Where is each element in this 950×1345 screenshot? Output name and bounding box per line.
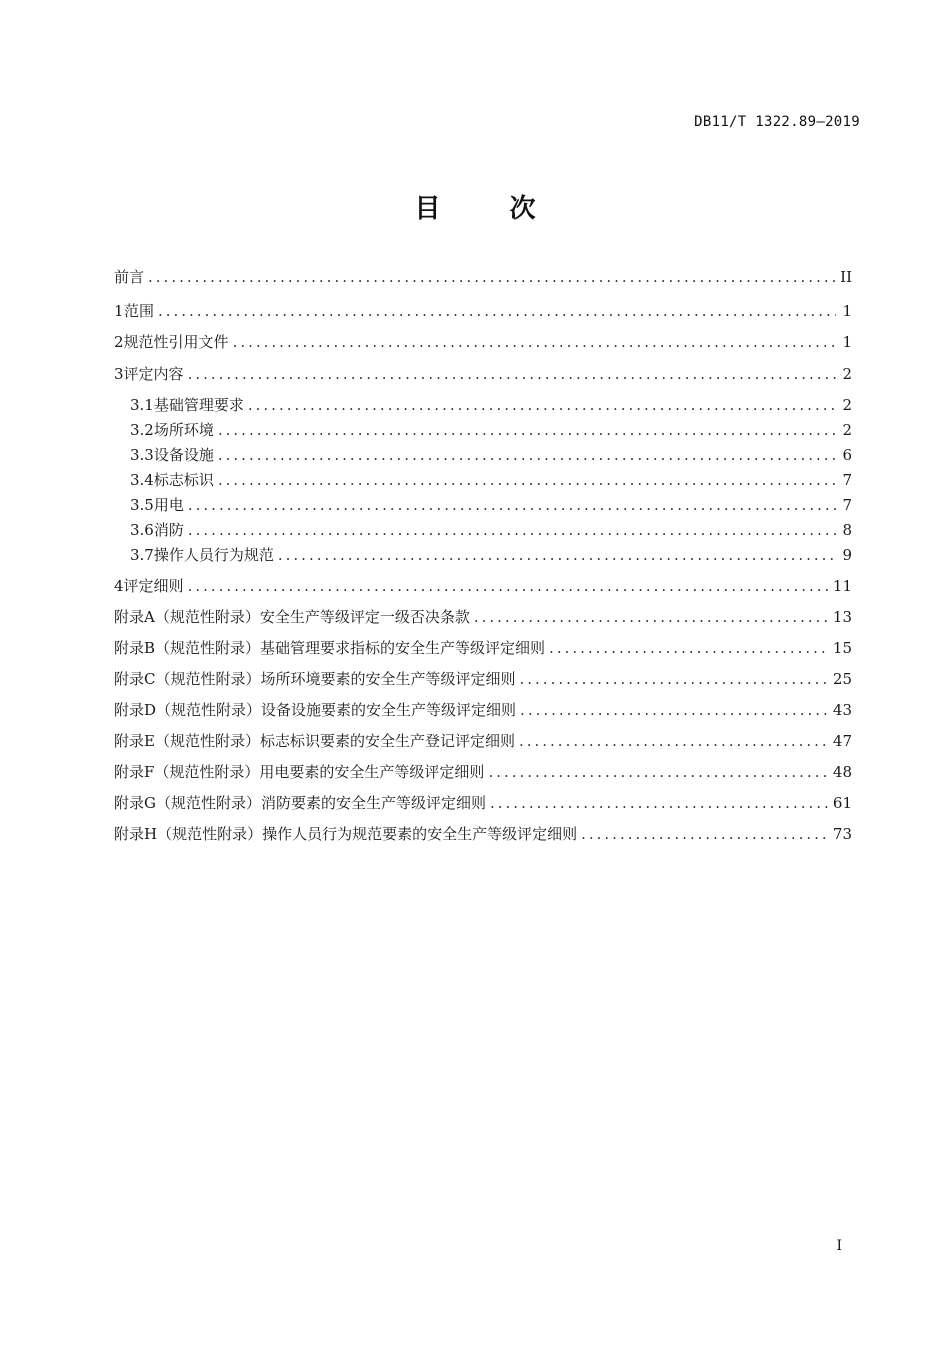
- toc-entry-number: 3.7: [130, 546, 154, 564]
- toc-entry-3-3[interactable]: [130, 444, 852, 466]
- toc-entry-number: 3.1: [130, 396, 154, 414]
- toc-entry-4[interactable]: [114, 575, 852, 597]
- appendix-label: 附录B（规范性附录）: [114, 639, 261, 657]
- toc-entry-page: 61: [832, 794, 852, 812]
- toc-entry-page: 11: [832, 577, 852, 595]
- standard-code: DB11/T 1322.89—2019: [694, 114, 860, 130]
- toc-title: 目 次: [414, 194, 566, 224]
- leader-dots: [188, 575, 829, 597]
- leader-dots: [248, 394, 836, 416]
- leader-dots: [148, 266, 836, 288]
- appendix-label: 附录A（规范性附录）: [114, 608, 260, 626]
- leader-dots: [520, 699, 829, 721]
- toc-entry-foreword[interactable]: [114, 266, 852, 288]
- leader-dots: [158, 300, 836, 322]
- toc-entry-3-6[interactable]: [130, 519, 852, 541]
- leader-dots: [188, 363, 836, 385]
- leader-dots: [520, 668, 829, 690]
- toc-entry-appendix-c[interactable]: [114, 668, 852, 690]
- toc-entry-page: 2: [842, 421, 852, 439]
- toc-entry-appendix-g[interactable]: [114, 792, 852, 814]
- toc-entry-page: II: [840, 268, 852, 286]
- toc-entry-page: 7: [842, 496, 852, 514]
- appendix-label: 附录H（规范性附录）: [114, 825, 263, 843]
- toc-entry-label: 用电: [153, 496, 184, 514]
- toc-entry-page: 8: [842, 521, 852, 539]
- appendix-label: 附录E（规范性附录）: [114, 732, 260, 750]
- toc-entry-label: 标志标识: [153, 471, 214, 489]
- leader-dots: [474, 606, 829, 628]
- toc-entry-number: 3: [114, 365, 124, 383]
- toc-entry-number: 4: [114, 577, 124, 595]
- leader-dots: [549, 637, 829, 659]
- toc-entry-label: 规范性引用文件: [123, 333, 229, 351]
- toc-entry-label: 用电要素的安全生产等级评定细则: [259, 763, 485, 781]
- toc-entry-number: 2: [114, 333, 124, 351]
- toc-entry-page: 48: [832, 763, 852, 781]
- leader-dots: [519, 730, 829, 752]
- leader-dots: [218, 469, 836, 491]
- toc-entry-label: 操作人员行为规范要素的安全生产等级评定细则: [262, 825, 578, 843]
- toc-entry-label: 场所环境: [153, 421, 214, 439]
- toc-entry-3-2[interactable]: [130, 419, 852, 441]
- toc-entry-label: 前言: [114, 268, 145, 286]
- toc-entry-page: 25: [832, 670, 852, 688]
- toc-entry-number: 1: [114, 302, 124, 320]
- toc-entry-number: 3.6: [130, 521, 154, 539]
- appendix-label: 附录D（规范性附录）: [114, 701, 262, 719]
- toc-entry-appendix-e[interactable]: [114, 730, 852, 752]
- leader-dots: [278, 544, 836, 566]
- toc-entry-label: 消防要素的安全生产等级评定细则: [260, 794, 486, 812]
- toc-entry-page: 9: [842, 546, 852, 564]
- toc-entry-3-7[interactable]: [130, 544, 852, 566]
- leader-dots: [490, 792, 829, 814]
- toc-entry-page: 1: [842, 333, 852, 351]
- toc-entry-3-4[interactable]: [130, 469, 852, 491]
- toc-entry-label: 操作人员行为规范: [153, 546, 274, 564]
- toc-entry-label: 消防: [153, 521, 184, 539]
- toc-entry-2[interactable]: [114, 331, 852, 353]
- toc-entry-label: 设备设施: [153, 446, 214, 464]
- appendix-label: 附录C（规范性附录）: [114, 670, 261, 688]
- toc-entry-page: 15: [832, 639, 852, 657]
- leader-dots: [488, 761, 828, 783]
- toc-entry-1[interactable]: [114, 300, 852, 322]
- toc-entry-appendix-f[interactable]: [114, 761, 852, 783]
- toc-entry-page: 2: [842, 396, 852, 414]
- toc-entry-label: 安全生产等级评定一级否决条款: [259, 608, 470, 626]
- toc-entry-label: 设备设施要素的安全生产等级评定细则: [261, 701, 517, 719]
- leader-dots: [188, 519, 836, 541]
- toc-entry-3-1[interactable]: [130, 394, 852, 416]
- toc-entry-label: 基础管理要求: [153, 396, 244, 414]
- toc-entry-page: 7: [842, 471, 852, 489]
- toc-entry-label: 标志标识要素的安全生产登记评定细则: [259, 732, 515, 750]
- toc-entry-page: 1: [842, 302, 852, 320]
- toc-entry-page: 73: [832, 825, 852, 843]
- toc-entry-label: 评定细则: [123, 577, 184, 595]
- toc-entry-label: 基础管理要求指标的安全生产等级评定细则: [260, 639, 546, 657]
- toc-entry-appendix-a[interactable]: [114, 606, 852, 628]
- leader-dots: [581, 823, 829, 845]
- toc-entry-3[interactable]: [114, 363, 852, 385]
- toc-entry-page: 43: [832, 701, 852, 719]
- toc-entry-label: 评定内容: [123, 365, 184, 383]
- leader-dots: [218, 419, 836, 441]
- leader-dots: [218, 444, 836, 466]
- toc-entry-appendix-h[interactable]: [114, 823, 852, 845]
- toc-entry-appendix-d[interactable]: [114, 699, 852, 721]
- toc-entry-number: 3.3: [130, 446, 154, 464]
- toc-entry-label: 场所环境要素的安全生产等级评定细则: [260, 670, 516, 688]
- toc-entry-page: 13: [832, 608, 852, 626]
- toc-entry-number: 3.5: [130, 496, 154, 514]
- toc-entry-page: 6: [842, 446, 852, 464]
- toc-entry-label: 范围: [123, 302, 154, 320]
- appendix-label: 附录F（规范性附录）: [114, 763, 260, 781]
- toc-entry-number: 3.2: [130, 421, 154, 439]
- page-number: I: [836, 1238, 842, 1254]
- toc-entry-page: 47: [832, 732, 852, 750]
- leader-dots: [233, 331, 836, 353]
- leader-dots: [188, 494, 836, 516]
- toc-entry-3-5[interactable]: [130, 494, 852, 516]
- appendix-label: 附录G（规范性附录）: [114, 794, 261, 812]
- toc-entry-appendix-b[interactable]: [114, 637, 852, 659]
- toc-entry-number: 3.4: [130, 471, 154, 489]
- toc-entry-page: 2: [842, 365, 852, 383]
